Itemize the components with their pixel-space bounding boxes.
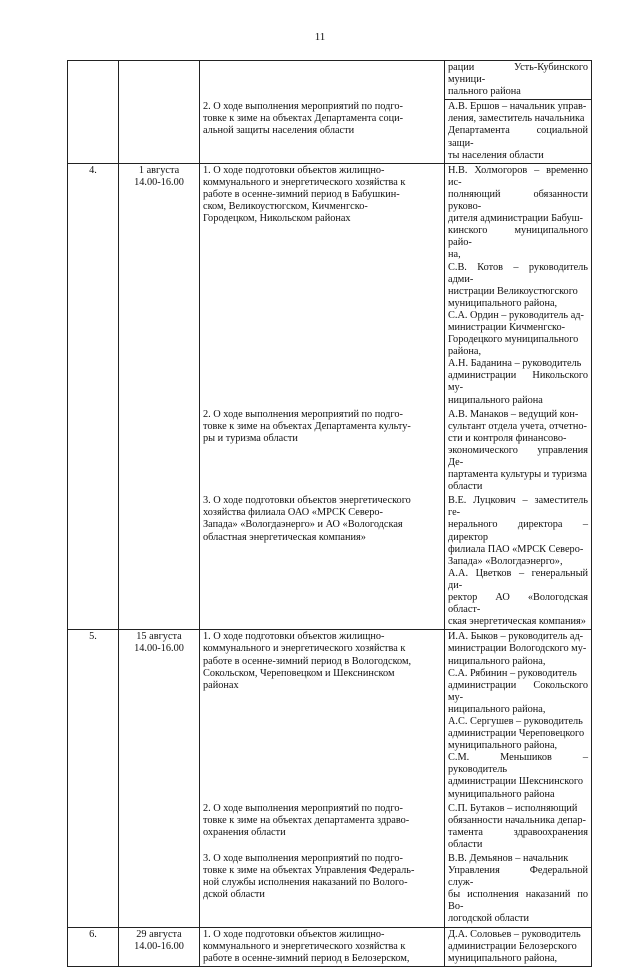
row-number: [68, 61, 119, 164]
responsible-cell: В.Е. Луцкович – заместитель ге- нерального директора – директор филиала ПАО «МРСК Северо- Запада» «Вологдаэнерго», А.А. Цветков – генеральный ди- ректор АО «Вологодская облаcт- ская энергетическая компания»: [445, 494, 592, 630]
topic-cell: 3. О ходе выполнения мероприятий по подго- товке к зиме на объектах Управления Федераль- ной службы исполнения наказаний по Волого- дской области: [200, 852, 445, 927]
topic-cell: 2. О ходе выполнения мероприятий по подго- товке к зиме на объектах департамента здраво- охранения области: [200, 802, 445, 852]
row-number: 6.: [68, 927, 119, 966]
topic-cell: [200, 61, 445, 100]
topic-cell: 1. О ходе подготовки объектов жилищно- коммунального и энергетического хозяйства к работе в осенне-зимний период в Вологодском, Сокольском, Череповецком и Шекснинском районах: [200, 630, 445, 802]
responsible-cell: Д.А. Соловьев – руководитель администрации Белозерского муниципального района,: [445, 927, 592, 966]
row-date: 15 августа 14.00-16.00: [119, 630, 200, 927]
responsible-cell: рации Усть-Кубинского муници- пального района: [445, 61, 592, 100]
topic-cell: 2. О ходе выполнения мероприятий по подго- товке к зиме на объектах Департамента культу- ры и туризма области: [200, 408, 445, 495]
row-number: 4.: [68, 163, 119, 630]
row-date: 29 августа 14.00-16.00: [119, 927, 200, 966]
responsible-cell: С.П. Бутаков – исполняющий обязанности начальника депар- тамента здравоохранения области: [445, 802, 592, 852]
schedule-table: [67, 60, 592, 967]
topic-cell: 2. О ходе выполнения мероприятий по подго- товке к зиме на объектах Департамента соци- альной защиты населения области: [200, 100, 445, 163]
topic-cell: 1. О ходе подготовки объектов жилищно- коммунального и энергетического хозяйства к работе в осенне-зимний период в Белозерском,: [200, 927, 445, 966]
table-row-continued: [68, 61, 592, 100]
page-number: 11: [314, 31, 326, 43]
row-number: 5.: [68, 630, 119, 927]
table-row: [68, 163, 592, 407]
responsible-cell: Н.В. Холмогоров – временно ис- полняющий обязанности руково- дителя администрации Бабуш- кинского муниципального райо- на, С.В. Котов – руководитель адми- нистрации Великоустюгского муниципального района, С.А. Ордин – руководитель ад- министрации Кичменгско- Городецкого муниципального района, А.Н. Баданина – руководитель администрации Никольского му- ниципального района: [445, 163, 592, 407]
responsible-cell: И.А. Быков – руководитель ад- министрации Вологодского му- ниципального района, С.А. Рябинин – руководитель администрации Сокольского му- ниципального района, А.С. Сергушев – руководитель администрации Череповецкого муниципального района, С.М. Меньшиков – руководитель администрации Шекснинского муниципального района: [445, 630, 592, 802]
responsible-cell: А.В. Манаков – ведущий кон- сультант отдела учета, отчетно- сти и контроля финансово- экономического управления Де- партамента культуры и туризма области: [445, 408, 592, 495]
topic-cell: 3. О ходе подготовки объектов энергетического хозяйства филиала ОАО «МРСК Северо- Запада» «Вологдаэнерго» и АО «Вологодская областная энергетическая компания»: [200, 494, 445, 630]
responsible-cell: А.В. Ершов – начальник управ- ления, заместитель начальника Департамента социальной защи- ты населения области: [445, 100, 592, 163]
row-date: [119, 61, 200, 164]
table-row: [68, 927, 592, 966]
topic-cell: 1. О ходе подготовки объектов жилищно- коммунального и энергетического хозяйства к работе в осенне-зимний период в Бабушкин- ском, Великоустюгском, Кичменгско- Городецком, Никольском районах: [200, 163, 445, 407]
responsible-cell: В.В. Демьянов – начальник Управления Федеральной служ- бы исполнения наказаний по Во- логодской области: [445, 852, 592, 927]
row-date: 1 августа 14.00-16.00: [119, 163, 200, 630]
table-row: [68, 630, 592, 802]
